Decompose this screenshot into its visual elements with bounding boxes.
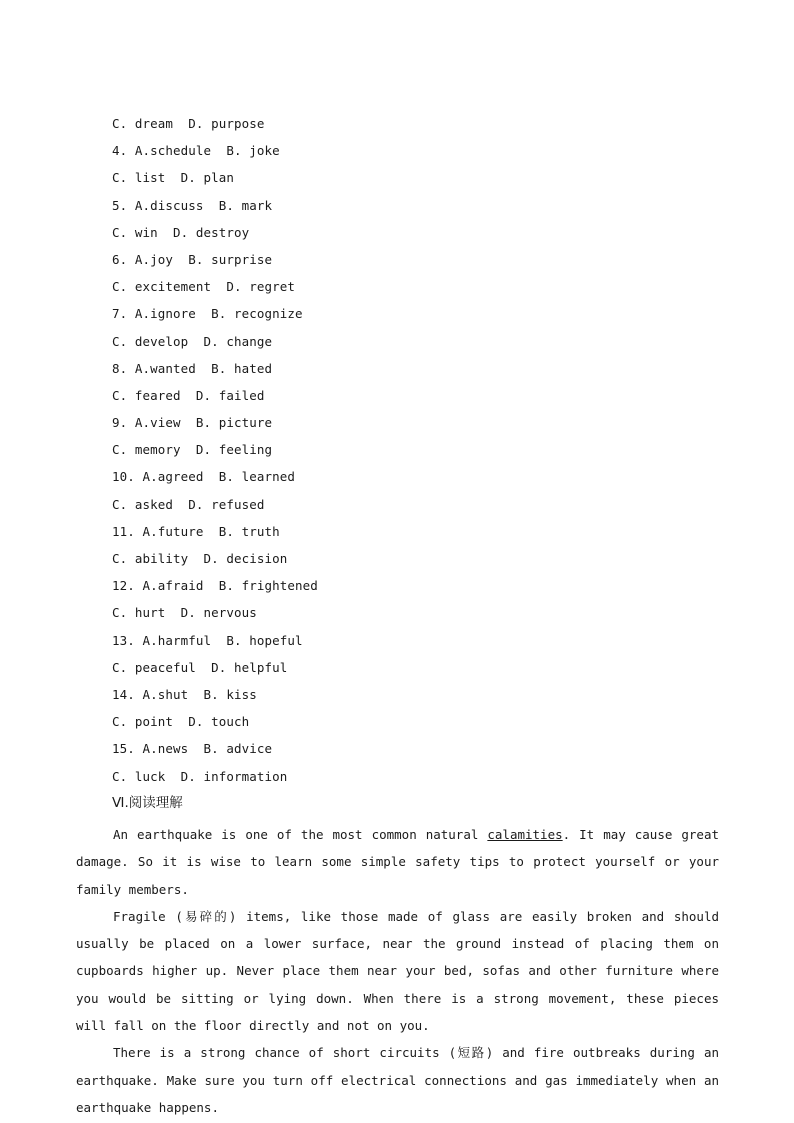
option-line: C. point D. touch: [112, 714, 250, 730]
option-line: 6. A.joy B. surprise: [112, 251, 273, 267]
option-line: C. excitement D. regret: [112, 279, 296, 295]
option-line: C. luck D. information: [112, 768, 288, 784]
answer-options-list: [112, 114, 712, 794]
passage-paragraph-3: There is a strong chance of short circuits (短路) and fire outbreaks during an earthquake. Make sure you turn off electrical connections and gas immediately when an earthquake happens.: [76, 1045, 719, 1115]
paragraph-text: An earthquake is one of the most common natural: [113, 827, 488, 842]
option-line: 11. A.future B. truth: [112, 523, 280, 539]
passage-paragraph-1: [76, 821, 719, 903]
option-line: 5. A.discuss B. mark: [112, 197, 273, 213]
reading-passage: [76, 821, 719, 1121]
option-line: C. memory D. feeling: [112, 442, 273, 458]
option-line: C. hurt D. nervous: [112, 605, 257, 621]
option-line: 12. A.afraid B. frightened: [112, 578, 318, 594]
option-line: C. ability D. decision: [112, 551, 288, 566]
option-line: C. feared D. failed: [112, 387, 265, 403]
option-line: C. asked D. refused: [112, 496, 265, 512]
option-line: 15. A.news B. advice: [112, 741, 273, 757]
option-line: 14. A.shut B. kiss: [112, 686, 257, 702]
option-line: 7. A.ignore B. recognize: [112, 306, 303, 322]
option-line: C. peaceful D. helpful: [112, 659, 288, 675]
option-line: C. win D. destroy: [112, 224, 250, 240]
option-line: C. develop D. change: [112, 333, 273, 349]
option-line: 4. A.schedule B. joke: [112, 143, 280, 159]
option-line: C. list D. plan: [112, 170, 235, 186]
option-line: 13. A.harmful B. hopeful: [112, 632, 303, 648]
option-line: 9. A.view B. picture: [112, 415, 273, 431]
option-line: C. dream D. purpose: [112, 116, 265, 131]
option-line: 8. A.wanted B. hated: [112, 360, 273, 376]
passage-paragraph-2: Fragile (易碎的) items, like those made of glass are easily broken and should usually be placed on a lower surface, near the ground instead of placing them on cupboards higher up. Never place them near your bed, sofas and other furniture where you would be sitting or lying down. When there is a strong movement, these pieces will fall on the floor directly and not on you.: [76, 908, 719, 1034]
option-line: 10. A.agreed B. learned: [112, 469, 296, 485]
section-heading-reading: Ⅵ.阅读理解: [112, 795, 183, 811]
paragraph-text: . It may cause great damage. So it is wise to learn some simple safety tips to protect yourself or your family members.: [76, 827, 719, 897]
underlined-word: calamities: [487, 827, 563, 842]
